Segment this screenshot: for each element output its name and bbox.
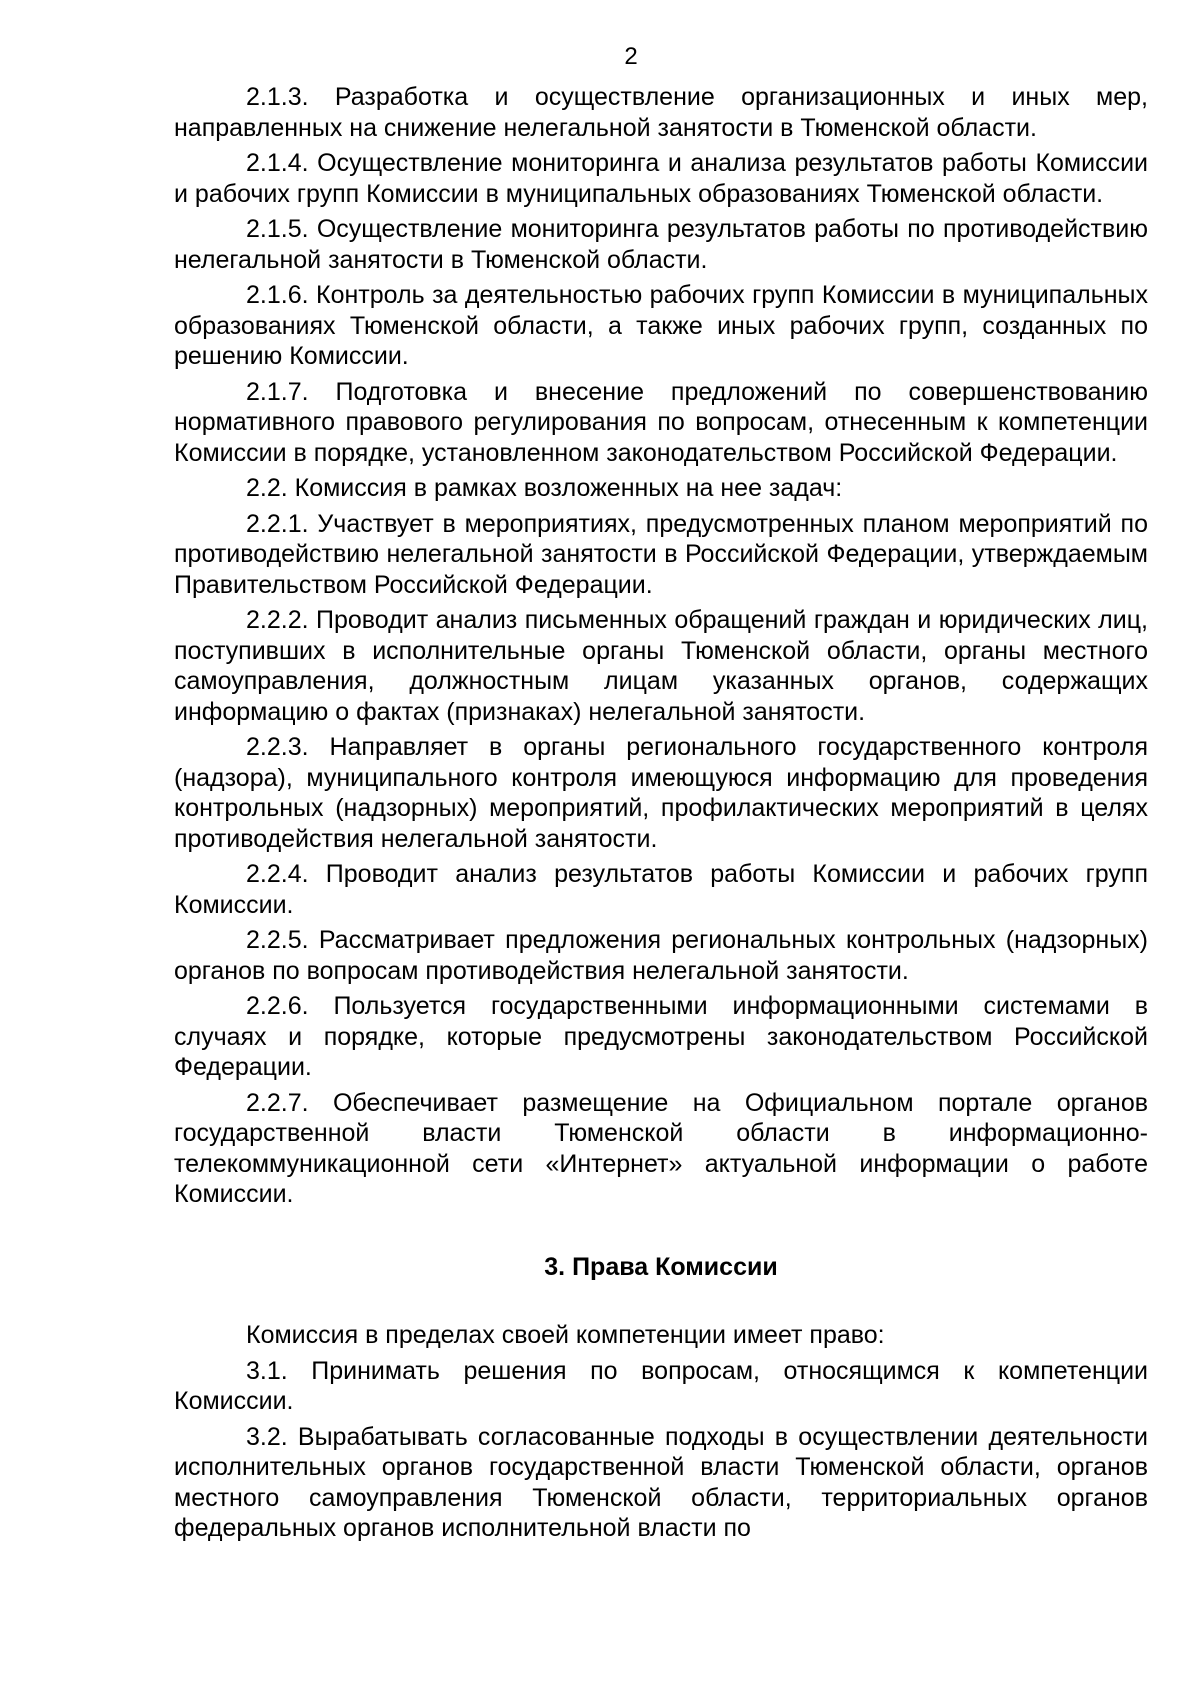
paragraph-2-2-3: 2.2.3. Направляет в органы регионального государственного контроля (надзора), муниципального контроля имеющуюся информацию для проведения контрольных (надзорных) мероприятий, профилактических мероприятий в целях противодействия нелегальной занятости. [174, 733, 1148, 853]
paragraph-3-2: 3.2. Вырабатывать согласованные подходы в осуществлении деятельности исполнительных органов государственной власти Тюменской области, органов местного самоуправления Тюменской области, территориальных органов федеральных органов исполнительной власти по [174, 1422, 1148, 1542]
paragraph-2-2-2: 2.2.2. Проводит анализ письменных обращений граждан и юридических лиц, поступивших в исполнительные органы Тюменской области, органы местного самоуправления, должностным лицам указанных органов, содержащих информацию о фактах (признаках) нелегальной занятости. [174, 606, 1148, 726]
paragraph-2-2-4: 2.2.4. Проводит анализ результатов работы Комиссии и рабочих групп Комиссии. [174, 860, 1148, 919]
section-title: 3. Права Комиссии [544, 1252, 778, 1281]
paragraph-2-2-5: 2.2.5. Рассматривает предложения региональных контрольных (надзорных) органов по вопросам противодействия нелегальной занятости. [174, 926, 1148, 985]
paragraph-2-2-7: 2.2.7. Обеспечивает размещение на Официальном портале органов государственной власти Тюменской области в информационно-телекоммуникационной сети «Интернет» актуальной информации о работе Комиссии. [174, 1088, 1148, 1208]
paragraph-2-1-3: 2.1.3. Разработка и осуществление организационных и иных мер, направленных на снижение нелегальной занятости в Тюменской области. [174, 83, 1148, 142]
paragraph-2-1-5: 2.1.5. Осуществление мониторинга результатов работы по противодействию нелегальной занятости в Тюменской области. [174, 215, 1148, 274]
paragraph-rights-intro: Комиссия в пределах своей компетенции имеет право: [246, 1321, 885, 1349]
paragraph-2-1-6: 2.1.6. Контроль за деятельностью рабочих групп Комиссии в муниципальных образованиях Тюменской области, а также иных рабочих групп, созданных по решению Комиссии. [174, 281, 1148, 370]
page-number: 2 [624, 43, 638, 70]
paragraph-2-1-4: 2.1.4. Осуществление мониторинга и анализа результатов работы Комиссии и рабочих групп Комиссии в муниципальных образованиях Тюменской области. [174, 149, 1148, 208]
paragraph-2-1-7: 2.1.7. Подготовка и внесение предложений по совершенствованию нормативного правового регулирования по вопросам, отнесенным к компетенции Комиссии в порядке, установленном законодательством Российской Федерации. [174, 377, 1148, 467]
paragraph-3-1: 3.1. Принимать решения по вопросам, относящимся к компетенции Комиссии. [174, 1356, 1148, 1415]
paragraph-2-2: 2.2. Комиссия в рамках возложенных на нее задач: [246, 474, 843, 502]
paragraph-2-2-6: 2.2.6. Пользуется государственными информационными системами в случаях и порядке, которые предусмотрены законодательством Российской Федерации. [174, 992, 1148, 1081]
paragraph-2-2-1: 2.2.1. Участвует в мероприятиях, предусмотренных планом мероприятий по противодействию нелегальной занятости в Российской Федерации, утверждаемым Правительством Российской Федерации. [174, 509, 1148, 599]
